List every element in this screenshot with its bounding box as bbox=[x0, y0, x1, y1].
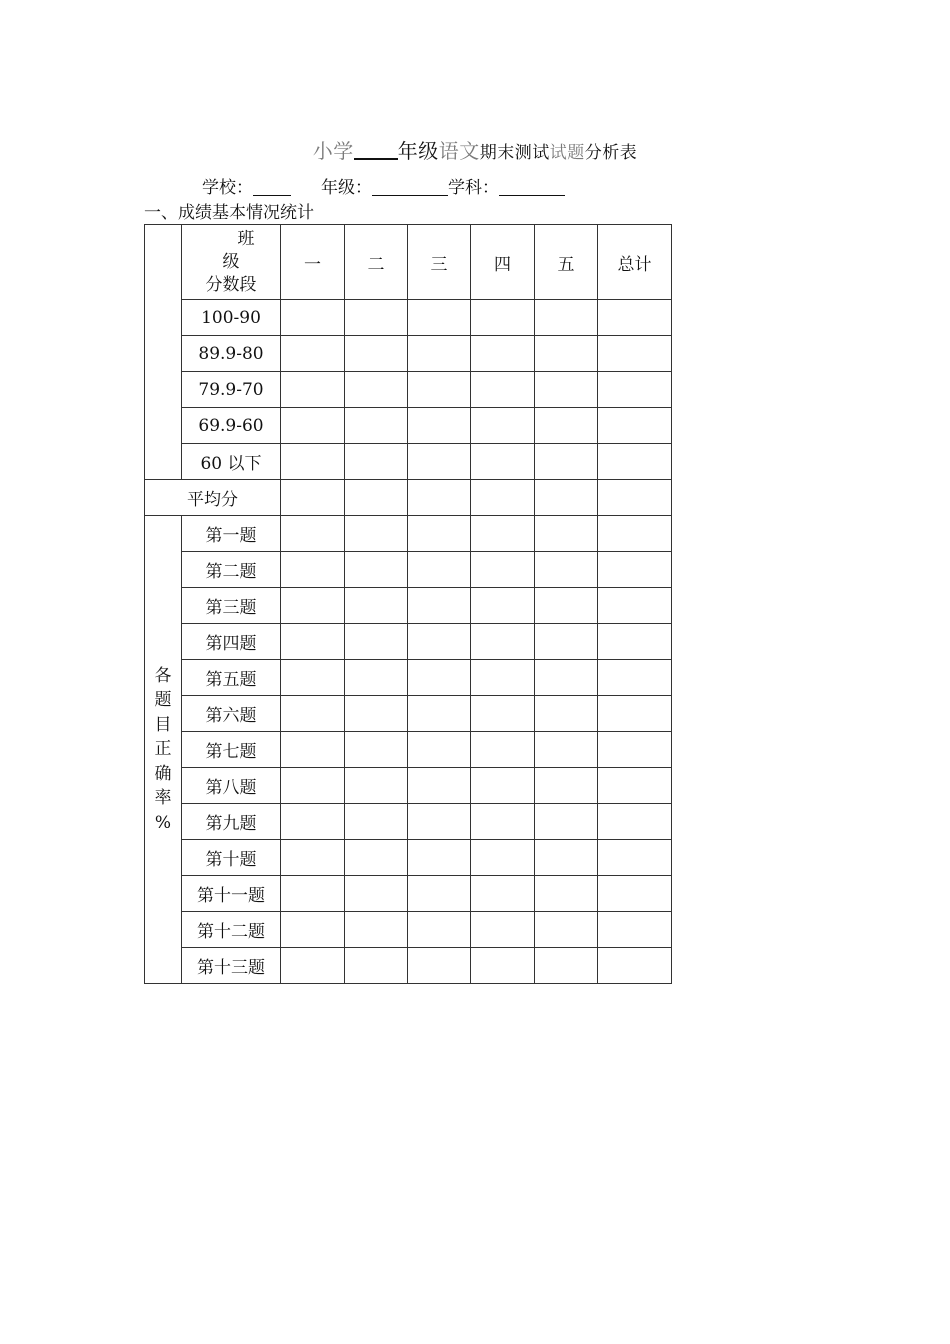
data-cell[interactable] bbox=[598, 768, 672, 804]
data-cell[interactable] bbox=[345, 840, 408, 876]
data-cell[interactable] bbox=[598, 876, 672, 912]
header-class: 三 bbox=[408, 225, 471, 300]
data-cell[interactable] bbox=[345, 660, 408, 696]
data-cell[interactable] bbox=[471, 300, 535, 336]
data-cell[interactable] bbox=[345, 876, 408, 912]
data-cell[interactable] bbox=[471, 408, 535, 444]
header-class: 五 bbox=[535, 225, 598, 300]
question-row bbox=[145, 624, 672, 660]
data-cell[interactable] bbox=[281, 552, 345, 588]
question-row bbox=[145, 696, 672, 732]
data-cell[interactable] bbox=[471, 552, 535, 588]
data-cell[interactable] bbox=[535, 876, 598, 912]
header-class: 一 bbox=[281, 225, 345, 300]
question-label: 第六题 bbox=[182, 696, 281, 732]
data-cell[interactable] bbox=[281, 696, 345, 732]
data-cell[interactable] bbox=[535, 552, 598, 588]
section-title: 一、成绩基本情况统计 bbox=[144, 203, 314, 223]
info-line bbox=[202, 175, 565, 201]
data-cell[interactable] bbox=[535, 768, 598, 804]
data-cell[interactable] bbox=[408, 696, 471, 732]
data-cell[interactable] bbox=[408, 516, 471, 552]
grade-field[interactable] bbox=[372, 177, 448, 196]
data-cell[interactable] bbox=[535, 840, 598, 876]
data-cell[interactable] bbox=[471, 912, 535, 948]
score-range-label: 60 以下 bbox=[182, 444, 281, 480]
data-cell[interactable] bbox=[535, 948, 598, 984]
data-cell[interactable] bbox=[281, 624, 345, 660]
title-part-exam: 期末测试 bbox=[479, 143, 550, 163]
data-cell[interactable] bbox=[471, 480, 535, 516]
score-range-row bbox=[145, 300, 672, 336]
data-cell[interactable] bbox=[408, 804, 471, 840]
data-cell[interactable] bbox=[598, 408, 672, 444]
data-cell[interactable] bbox=[471, 732, 535, 768]
data-cell[interactable] bbox=[345, 588, 408, 624]
data-cell[interactable] bbox=[281, 516, 345, 552]
title-part-subject: 语文 bbox=[438, 139, 480, 163]
data-cell[interactable] bbox=[598, 804, 672, 840]
data-cell[interactable] bbox=[408, 480, 471, 516]
data-cell[interactable] bbox=[598, 948, 672, 984]
data-cell[interactable] bbox=[345, 948, 408, 984]
question-label: 第八题 bbox=[182, 768, 281, 804]
score-range-label: 100-90 bbox=[182, 300, 281, 336]
table-header-row bbox=[145, 225, 672, 300]
data-cell[interactable] bbox=[598, 660, 672, 696]
header-class-score-cell bbox=[182, 225, 281, 300]
data-cell[interactable] bbox=[345, 336, 408, 372]
data-cell[interactable] bbox=[281, 804, 345, 840]
data-cell[interactable] bbox=[408, 552, 471, 588]
data-cell[interactable] bbox=[535, 660, 598, 696]
data-cell[interactable] bbox=[535, 696, 598, 732]
data-cell[interactable] bbox=[281, 732, 345, 768]
data-cell[interactable] bbox=[281, 768, 345, 804]
school-field[interactable] bbox=[253, 177, 291, 196]
data-cell[interactable] bbox=[408, 912, 471, 948]
data-cell[interactable] bbox=[471, 768, 535, 804]
accuracy-rate-char: 题 bbox=[154, 690, 172, 711]
data-cell[interactable] bbox=[535, 912, 598, 948]
data-cell[interactable] bbox=[408, 372, 471, 408]
header-class: 二 bbox=[345, 225, 408, 300]
score-range-row bbox=[145, 408, 672, 444]
data-cell[interactable] bbox=[281, 876, 345, 912]
data-cell[interactable] bbox=[408, 300, 471, 336]
data-cell[interactable] bbox=[471, 660, 535, 696]
data-cell[interactable] bbox=[471, 372, 535, 408]
data-cell[interactable] bbox=[471, 336, 535, 372]
accuracy-rate-char: 目 bbox=[154, 714, 172, 735]
subject-label: 学科： bbox=[448, 178, 499, 198]
data-cell[interactable] bbox=[345, 552, 408, 588]
data-cell[interactable] bbox=[345, 516, 408, 552]
data-cell[interactable] bbox=[281, 948, 345, 984]
data-cell[interactable] bbox=[598, 336, 672, 372]
data-cell[interactable] bbox=[598, 912, 672, 948]
question-row bbox=[145, 516, 672, 552]
question-row bbox=[145, 840, 672, 876]
score-range-row bbox=[145, 444, 672, 480]
question-label: 第十三题 bbox=[182, 948, 281, 984]
data-cell[interactable] bbox=[345, 480, 408, 516]
data-cell[interactable] bbox=[535, 444, 598, 480]
data-cell[interactable] bbox=[471, 804, 535, 840]
score-range-label: 69.9-60 bbox=[182, 408, 281, 444]
data-cell[interactable] bbox=[281, 660, 345, 696]
header-total: 总计 bbox=[598, 225, 672, 300]
header-score-range: 分数段 bbox=[205, 274, 257, 295]
score-range-label: 79.9-70 bbox=[182, 372, 281, 408]
question-row bbox=[145, 732, 672, 768]
question-row bbox=[145, 876, 672, 912]
question-row bbox=[145, 948, 672, 984]
data-cell[interactable] bbox=[471, 588, 535, 624]
score-range-row bbox=[145, 336, 672, 372]
subject-field[interactable] bbox=[499, 177, 565, 196]
question-row bbox=[145, 552, 672, 588]
question-row bbox=[145, 588, 672, 624]
data-cell[interactable] bbox=[471, 948, 535, 984]
school-label: 学校： bbox=[202, 178, 253, 198]
data-cell[interactable] bbox=[408, 840, 471, 876]
data-cell[interactable] bbox=[281, 408, 345, 444]
data-cell[interactable] bbox=[598, 300, 672, 336]
data-cell[interactable] bbox=[598, 516, 672, 552]
data-cell[interactable] bbox=[535, 480, 598, 516]
question-label: 第十一题 bbox=[182, 876, 281, 912]
data-cell[interactable] bbox=[535, 300, 598, 336]
page-title bbox=[0, 136, 950, 168]
data-cell[interactable] bbox=[408, 588, 471, 624]
question-label: 第七题 bbox=[182, 732, 281, 768]
data-cell[interactable] bbox=[471, 444, 535, 480]
accuracy-rate-char: % bbox=[154, 812, 172, 833]
data-cell[interactable] bbox=[345, 408, 408, 444]
data-cell[interactable] bbox=[408, 624, 471, 660]
data-cell[interactable] bbox=[281, 840, 345, 876]
accuracy-rate-char: 确 bbox=[154, 763, 172, 784]
title-part-questions: 试题 bbox=[549, 143, 585, 163]
question-label: 第九题 bbox=[182, 804, 281, 840]
data-cell[interactable] bbox=[535, 372, 598, 408]
header-ji: 级 bbox=[222, 251, 240, 272]
title-grade-blank bbox=[354, 140, 398, 160]
data-cell[interactable] bbox=[345, 804, 408, 840]
data-cell[interactable] bbox=[345, 696, 408, 732]
accuracy-rate-char: 率 bbox=[154, 788, 172, 809]
data-cell[interactable] bbox=[408, 948, 471, 984]
average-row bbox=[145, 480, 672, 516]
title-part-grade: 年级 bbox=[397, 139, 439, 163]
data-cell[interactable] bbox=[281, 300, 345, 336]
score-range-row bbox=[145, 372, 672, 408]
header-class: 四 bbox=[471, 225, 535, 300]
header-ban: 班 bbox=[237, 228, 255, 249]
data-cell[interactable] bbox=[408, 660, 471, 696]
data-cell[interactable] bbox=[345, 768, 408, 804]
data-cell[interactable] bbox=[408, 876, 471, 912]
question-label: 第五题 bbox=[182, 660, 281, 696]
score-range-label: 89.9-80 bbox=[182, 336, 281, 372]
data-cell[interactable] bbox=[471, 516, 535, 552]
data-cell[interactable] bbox=[281, 444, 345, 480]
title-part-school: 小学 bbox=[312, 139, 354, 163]
data-cell[interactable] bbox=[345, 732, 408, 768]
data-cell[interactable] bbox=[281, 912, 345, 948]
data-cell[interactable] bbox=[345, 444, 408, 480]
data-cell[interactable] bbox=[345, 624, 408, 660]
data-cell[interactable] bbox=[281, 480, 345, 516]
question-label: 第十题 bbox=[182, 840, 281, 876]
data-cell[interactable] bbox=[535, 408, 598, 444]
question-row bbox=[145, 804, 672, 840]
data-cell[interactable] bbox=[281, 372, 345, 408]
grade-label: 年级： bbox=[321, 178, 372, 198]
data-cell[interactable] bbox=[408, 444, 471, 480]
blank-corner-cell bbox=[145, 225, 182, 480]
data-cell[interactable] bbox=[345, 300, 408, 336]
data-cell[interactable] bbox=[281, 336, 345, 372]
data-cell[interactable] bbox=[598, 732, 672, 768]
data-cell[interactable] bbox=[598, 840, 672, 876]
question-label: 第三题 bbox=[182, 588, 281, 624]
data-cell[interactable] bbox=[471, 696, 535, 732]
question-label: 第十二题 bbox=[182, 912, 281, 948]
data-cell[interactable] bbox=[408, 408, 471, 444]
data-cell[interactable] bbox=[408, 768, 471, 804]
title-part-analysis: 分析表 bbox=[584, 143, 638, 163]
accuracy-rate-char: 正 bbox=[154, 739, 172, 760]
data-cell[interactable] bbox=[535, 804, 598, 840]
data-cell[interactable] bbox=[471, 840, 535, 876]
average-label: 平均分 bbox=[145, 480, 281, 516]
accuracy-rate-char: 各 bbox=[154, 665, 172, 686]
data-cell[interactable] bbox=[535, 336, 598, 372]
data-cell[interactable] bbox=[281, 588, 345, 624]
data-cell[interactable] bbox=[598, 372, 672, 408]
data-cell[interactable] bbox=[598, 480, 672, 516]
question-row bbox=[145, 912, 672, 948]
data-cell[interactable] bbox=[535, 516, 598, 552]
data-cell[interactable] bbox=[471, 876, 535, 912]
data-cell[interactable] bbox=[535, 732, 598, 768]
data-cell[interactable] bbox=[535, 588, 598, 624]
question-label: 第二题 bbox=[182, 552, 281, 588]
data-cell[interactable] bbox=[408, 336, 471, 372]
data-cell[interactable] bbox=[535, 624, 598, 660]
question-label: 第一题 bbox=[182, 516, 281, 552]
data-cell[interactable] bbox=[408, 732, 471, 768]
score-analysis-table bbox=[144, 224, 672, 984]
data-cell[interactable] bbox=[598, 624, 672, 660]
data-cell[interactable] bbox=[598, 588, 672, 624]
question-label: 第四题 bbox=[182, 624, 281, 660]
data-cell[interactable] bbox=[598, 444, 672, 480]
question-row bbox=[145, 660, 672, 696]
question-row bbox=[145, 768, 672, 804]
data-cell[interactable] bbox=[598, 552, 672, 588]
data-cell[interactable] bbox=[471, 624, 535, 660]
data-cell[interactable] bbox=[598, 696, 672, 732]
data-cell[interactable] bbox=[345, 912, 408, 948]
accuracy-rate-label bbox=[145, 516, 182, 984]
data-cell[interactable] bbox=[345, 372, 408, 408]
